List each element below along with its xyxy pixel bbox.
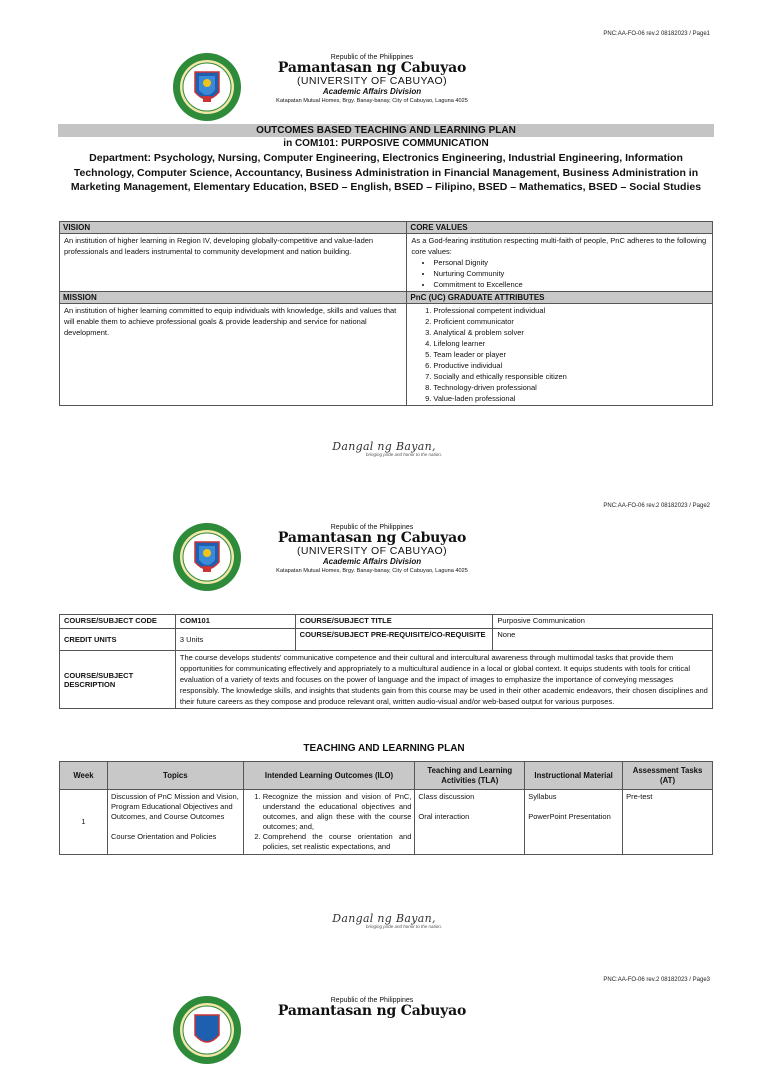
credit-units: 3 Units	[175, 629, 295, 651]
tla-text: Class discussion	[418, 792, 475, 801]
list-item: 2. Proficient communicator	[433, 316, 708, 327]
prerequisite-label: COURSE/SUBJECT PRE-REQUISITE/CO-REQUISITE	[295, 629, 493, 651]
list-item: 1. Recognize the mission and vision of PnC, understand the educational objectives and outcomes, and align these with the course outcomes; and,	[263, 792, 412, 832]
column-header: Week	[60, 762, 108, 790]
teaching-plan-table	[59, 761, 713, 855]
list-item: 9. Value-laden professional	[433, 393, 708, 404]
letterhead	[0, 995, 768, 1075]
header-university-english: (UNIVERSITY OF CABUYAO)	[297, 75, 447, 87]
header-university-english: (UNIVERSITY OF CABUYAO)	[297, 545, 447, 557]
header-university-name: Pamantasan ng Cabuyao	[277, 60, 467, 76]
column-header: Topics	[107, 762, 243, 790]
material-text: PowerPoint Presentation	[528, 812, 611, 821]
tla-cell	[415, 790, 525, 855]
university-seal-icon	[172, 522, 242, 592]
header-address: Katapatan Mutual Homes, Brgy. Banay-banay, City of Cabuyao, Laguna 4025	[276, 568, 468, 574]
page-reference: PNC:AA-FO-06 rev.2 08182023 / Page3	[603, 977, 710, 983]
motto-tagline: bringing pride and honor to the nation.	[365, 452, 443, 457]
letterhead	[0, 52, 768, 132]
footer-motto	[0, 440, 768, 457]
letterhead	[0, 522, 768, 602]
mission-text: An institution of higher learning committed to equip individuals with knowledge, skills and values that will enable them to achieve professional goals & provide leadership and service for national development.	[60, 304, 407, 406]
ilo-cell	[243, 790, 415, 855]
course-code: COM101	[175, 615, 295, 629]
course-info-table	[59, 614, 713, 709]
list-item: 3. Analytical & problem solver	[433, 327, 708, 338]
topic-text: Discussion of PnC Mission and Vision, Program Educational Objectives and Outcomes, and Course Outcomes	[110, 792, 239, 821]
week-cell: 1	[60, 790, 108, 855]
list-item: • Personal Dignity	[433, 257, 708, 268]
column-header: Instructional Material	[525, 762, 623, 790]
list-item: 6. Productive individual	[433, 360, 708, 371]
footer-motto	[0, 912, 768, 929]
university-seal-icon	[172, 995, 242, 1065]
course-code-label: COURSE/SUBJECT CODE	[60, 615, 176, 629]
vision-mission-table	[59, 221, 713, 406]
page-reference: PNC:AA-FO-06 rev.2 08182023 / Page1	[603, 31, 710, 37]
department-list: Department: Psychology, Nursing, Computer Engineering, Electronics Engineering, Industrial Engineering, Information Technology, Computer Science, Accountancy, Business Administration in Financial Management, Business Administration in Marketing Management, Elementary Education, BSED – English, BSED – Filipino, BSED – Mathematics, BSED – Social Studies	[70, 152, 702, 193]
title-line-1: OUTCOMES BASED TEACHING AND LEARNING PLAN	[256, 125, 516, 136]
document-title	[58, 124, 714, 195]
instructional-material-cell	[525, 790, 623, 855]
graduate-attributes-label: PnC (UC) GRADUATE ATTRIBUTES	[407, 292, 713, 304]
core-values-list	[411, 257, 708, 290]
vision-text: An institution of higher learning in Region IV, developing globally-competitive and value-laden professionals and leaders instrumental to community development and nation building.	[60, 234, 407, 292]
tla-text: Oral interaction	[418, 812, 470, 821]
motto-text: Dangal ng Bayan,	[332, 912, 436, 925]
header-division: Academic Affairs Division	[322, 87, 422, 96]
assessment-cell: Pre-test	[623, 790, 713, 855]
course-title-label: COURSE/SUBJECT TITLE	[295, 615, 493, 629]
column-header: Teaching and Learning Activities (TLA)	[415, 762, 525, 790]
column-header: Intended Learning Outcomes (ILO)	[243, 762, 415, 790]
header-republic: Republic of the Philippines	[330, 997, 414, 1004]
column-header: Assessment Tasks (AT)	[623, 762, 713, 790]
header-university-name: Pamantasan ng Cabuyao	[277, 530, 467, 546]
header-address: Katapatan Mutual Homes, Brgy. Banay-banay, City of Cabuyao, Laguna 4025	[276, 98, 468, 104]
topic-text: Course Orientation and Policies	[110, 832, 217, 841]
list-item: 7. Socially and ethically responsible citizen	[433, 371, 708, 382]
core-values-cell	[407, 234, 713, 292]
list-item: 2. Comprehend the course orientation and policies, set realistic expectations, and	[263, 832, 412, 852]
teaching-plan-title: TEACHING AND LEARNING PLAN	[303, 743, 465, 754]
vision-label: VISION	[60, 222, 407, 234]
motto-tagline: bringing pride and honor to the nation.	[365, 924, 443, 929]
credit-units-label: CREDIT UNITS	[60, 629, 176, 651]
prerequisite-value: None	[493, 629, 713, 651]
list-item: 1. Professional competent individual	[433, 305, 708, 316]
graduate-attributes-list	[411, 305, 708, 404]
course-description-label: COURSE/SUBJECT DESCRIPTION	[60, 651, 176, 709]
core-values-label: CORE VALUES	[407, 222, 713, 234]
motto-text: Dangal ng Bayan,	[332, 440, 436, 453]
graduate-attributes-cell	[407, 304, 713, 406]
page-reference: PNC:AA-FO-06 rev.2 08182023 / Page2	[603, 503, 710, 509]
header-division: Academic Affairs Division	[322, 557, 422, 566]
topics-cell	[107, 790, 243, 855]
university-seal-icon	[172, 52, 242, 122]
table-row	[60, 790, 713, 855]
list-item: • Commitment to Excellence	[433, 279, 708, 290]
header-republic: Republic of the Philippines	[330, 54, 414, 61]
list-item: 5. Team leader or player	[433, 349, 708, 360]
core-values-intro: As a God-fearing institution respecting multi-faith of people, PnC adheres to the following core values:	[411, 236, 707, 256]
course-description: The course develops students' communicative competence and their cultural and intercultural awareness through multimodal tasks that provide them opportunities for communicating effectively and appropriately to a multicultural audience in a local or global context. It equips students with tools for critical evaluation of a variety of texts and focuses on the power of language and the impact of images to emphasize the importance of conveying messages responsibly. The knowledge skills, and insights that students gain from this course may be used in their other academic endeavors, their chosen disciplines and their future careers as they compose and produce relevant oral, written audio-visual and/or web-based output for various purposes.	[175, 651, 712, 709]
material-text: Syllabus	[528, 792, 557, 801]
list-item: 4. Lifelong learner	[433, 338, 708, 349]
list-item: 8. Technology-driven professional	[433, 382, 708, 393]
course-title: Purposive Communication	[493, 615, 713, 629]
list-item: • Nurturing Community	[433, 268, 708, 279]
title-line-2: in COM101: PURPOSIVE COMMUNICATION	[283, 138, 489, 149]
mission-label: MISSION	[60, 292, 407, 304]
header-university-name: Pamantasan ng Cabuyao	[277, 1003, 467, 1019]
header-republic: Republic of the Philippines	[330, 524, 414, 531]
